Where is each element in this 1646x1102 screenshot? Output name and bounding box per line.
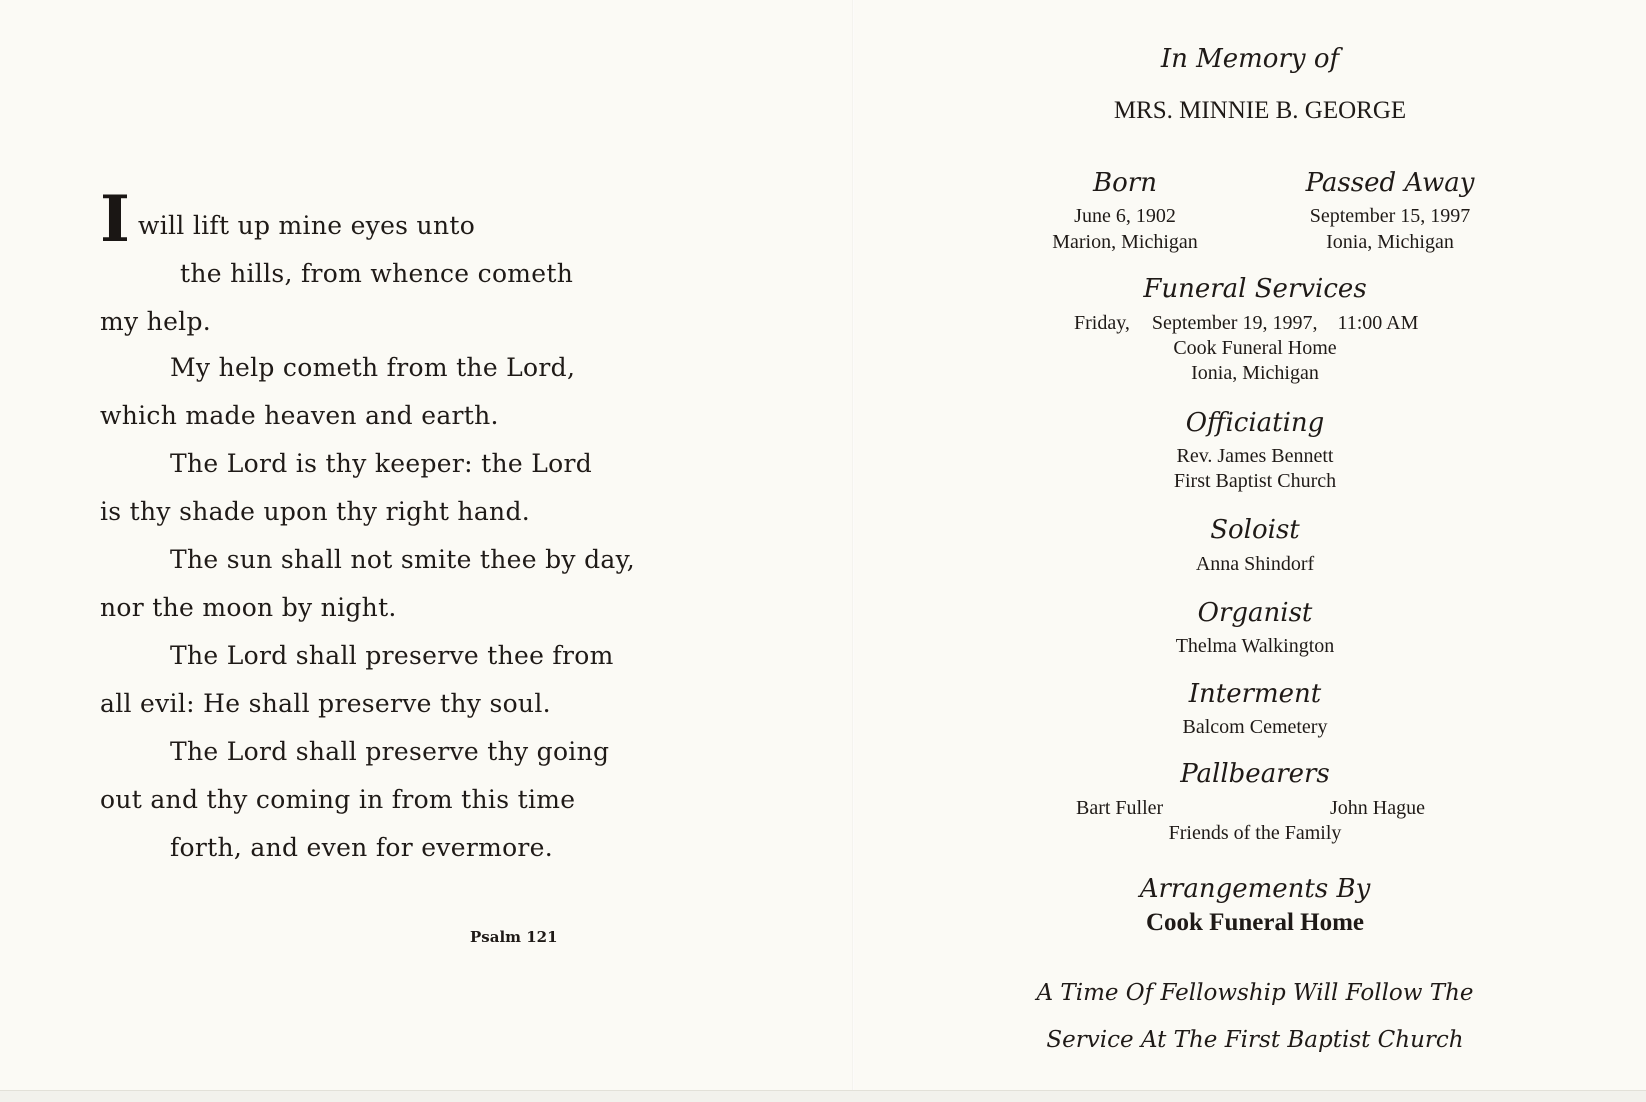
- psalm-line-2: the hills, from whence cometh: [180, 259, 574, 288]
- psalm-line-1: will lift up mine eyes unto: [138, 211, 476, 240]
- psalm-line-13: out and thy coming in from this time: [100, 785, 576, 814]
- organist-name: Thelma Walkington: [1175, 635, 1335, 657]
- in-memory-heading: In Memory of: [1160, 44, 1340, 74]
- officiating-church: First Baptist Church: [1173, 470, 1337, 492]
- psalm-line-12: The Lord shall preserve thy going: [170, 737, 610, 766]
- psalm-line-7: is thy shade upon thy right hand.: [100, 497, 530, 526]
- pallbearer-right: John Hague: [1330, 797, 1425, 819]
- deceased-name: MRS. MINNIE B. GEORGE: [1113, 97, 1407, 124]
- funeral-place: Ionia, Michigan: [1191, 362, 1319, 384]
- soloist-label: Soloist: [1210, 515, 1300, 545]
- funeral-time: 11:00 AM: [1337, 312, 1419, 334]
- arrangements-label: Arrangements By: [1139, 874, 1371, 904]
- psalm-line-10: The Lord shall preserve thee from: [170, 641, 614, 670]
- interment-label: Interment: [1188, 679, 1322, 709]
- born-label: Born: [1093, 168, 1157, 198]
- officiating-label: Officiating: [1185, 408, 1325, 438]
- pallbearers-label: Pallbearers: [1180, 759, 1330, 789]
- officiating-name: Rev. James Bennett: [1176, 445, 1334, 467]
- psalm-drop-cap: I: [100, 182, 131, 257]
- born-place: Marion, Michigan: [1052, 231, 1198, 253]
- passed-away-place: Ionia, Michigan: [1326, 231, 1454, 253]
- page-bottom-edge: [0, 1090, 1646, 1102]
- pallbearers-friends: Friends of the Family: [1168, 822, 1342, 844]
- funeral-services-label: Funeral Services: [1143, 274, 1367, 304]
- psalm-reference: Psalm 121: [470, 928, 558, 946]
- interment-place: Balcom Cemetery: [1182, 716, 1328, 738]
- born-date: June 6, 1902: [1074, 205, 1176, 227]
- psalm-line-8: The sun shall not smite thee by day,: [170, 545, 635, 574]
- passed-away-label: Passed Away: [1305, 168, 1475, 198]
- soloist-name: Anna Shindorf: [1195, 553, 1315, 575]
- psalm-line-9: nor the moon by night.: [100, 593, 397, 622]
- fellowship-note-line-1: A Time Of Fellowship Will Follow The: [1036, 980, 1474, 1006]
- psalm-line-14: forth, and even for evermore.: [170, 833, 554, 862]
- fellowship-note-line-2: Service At The First Baptist Church: [1046, 1027, 1464, 1053]
- arrangements-name: Cook Funeral Home: [1145, 909, 1365, 936]
- funeral-date: September 19, 1997,: [1151, 312, 1318, 334]
- funeral-services-datetime: [1074, 311, 1514, 336]
- funeral-day: Friday,: [1074, 312, 1130, 334]
- passed-away-date: September 15, 1997: [1309, 205, 1471, 227]
- psalm-line-5: which made heaven and earth.: [100, 401, 499, 430]
- funeral-venue: Cook Funeral Home: [1173, 337, 1337, 359]
- psalm-line-6: The Lord is thy keeper: the Lord: [170, 449, 593, 478]
- psalm-line-4: My help cometh from the Lord,: [170, 353, 576, 382]
- pallbearer-left: Bart Fuller: [1076, 797, 1164, 819]
- organist-label: Organist: [1197, 598, 1313, 628]
- psalm-line-3: my help.: [100, 307, 212, 336]
- page-fold: [852, 0, 854, 1101]
- psalm-line-11: all evil: He shall preserve thy soul.: [100, 689, 551, 718]
